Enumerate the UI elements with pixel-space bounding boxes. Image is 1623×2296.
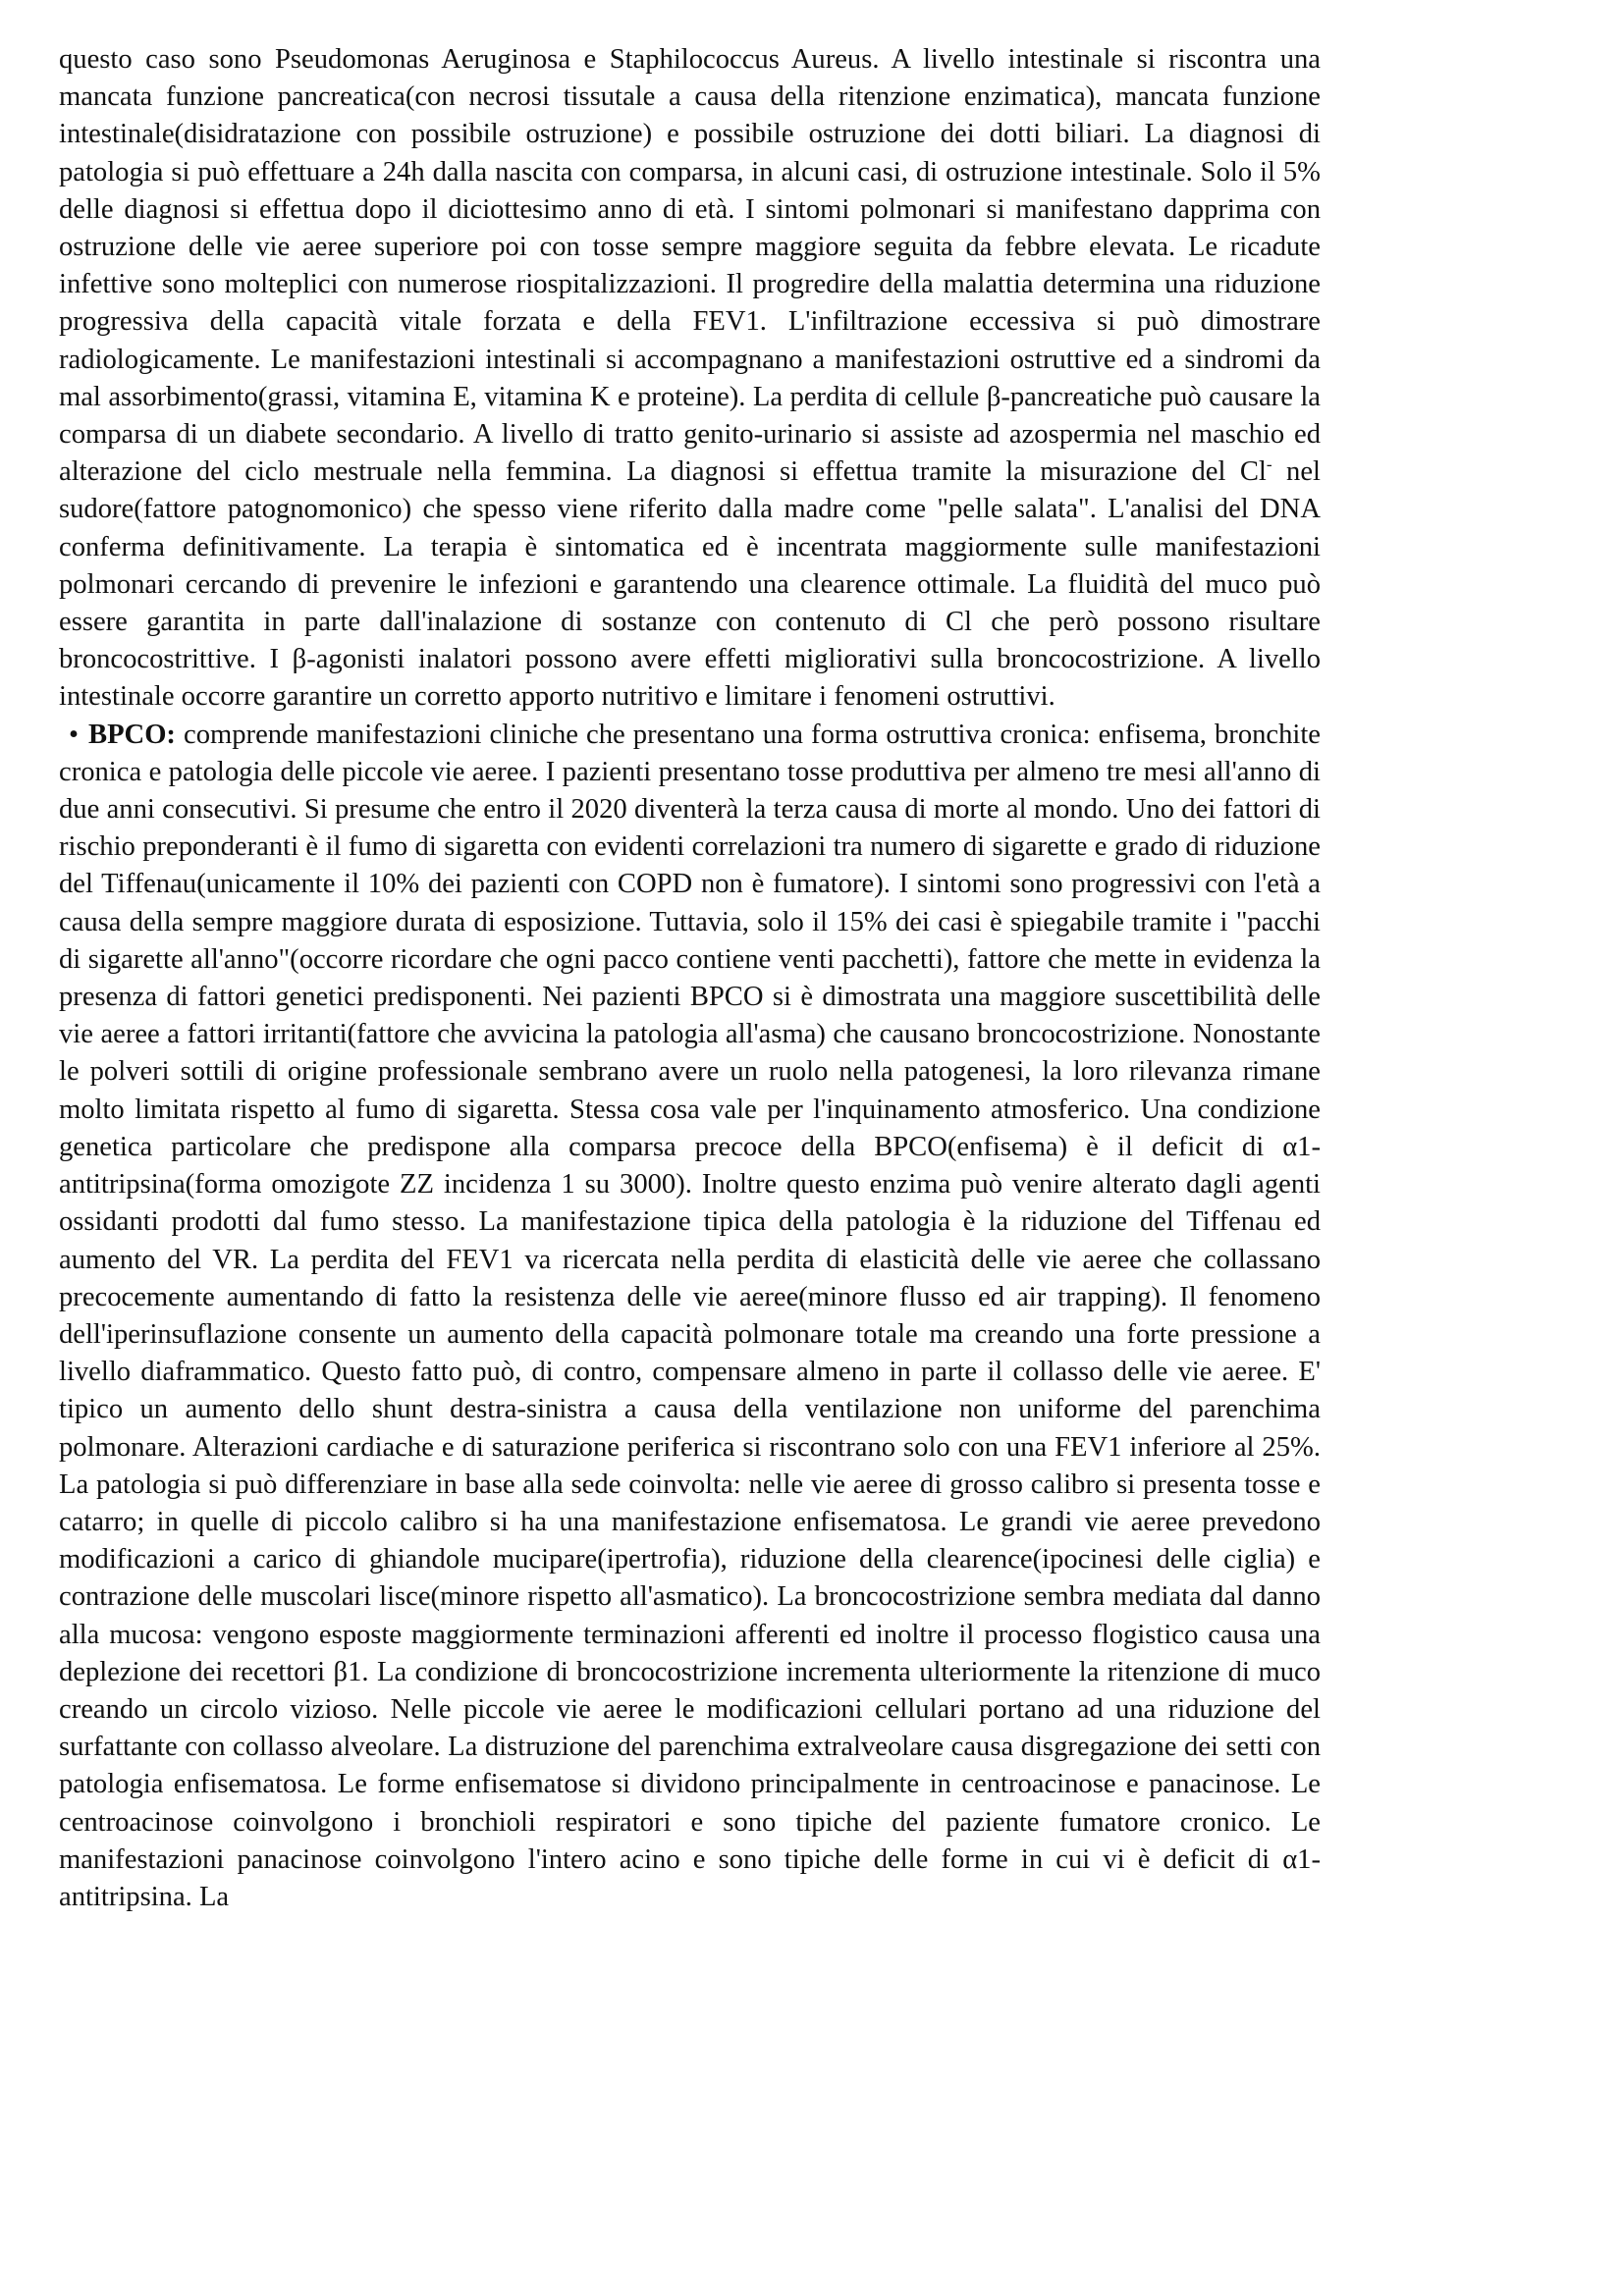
document-page [59,41,1321,1916]
paragraph-cystic-fibrosis [59,41,1321,717]
bullet-item-bpco [59,717,1321,1917]
bpco-text: comprende manifestazioni cliniche che presentano una forma ostruttiva cronica: enfisema, bronchite cronica e patologia delle piccole vie aeree. I pazienti presentano tosse produttiva per almeno tre mesi all'anno di due anni consecutivi. Si presume che entro il 2020 diventerà la terza causa di morte al mondo. Uno dei fattori di rischio preponderanti è il fumo di sigaretta con evidenti correlazioni tra numero di sigarette e grado di riduzione del Tiffenau(unicamente il 10% dei pazienti con COPD non è fumatore). I sintomi sono progressivi con l'età a causa della sempre maggiore durata di esposizione. Tuttavia, solo il 15% dei casi è spiegabile tramite i "pacchi di sigarette all'anno"(occorre ricordare che ogni pacco contiene venti pacchetti), fattore che mette in evidenza la presenza di fattori genetici predisponenti. Nei pazienti BPCO si è dimostrata una maggiore suscettibilità delle vie aeree a fattori irritanti(fattore che avvicina la patologia all'asma) che causano broncocostrizione. Nonostante le polveri sottili di origine professionale sembrano avere un ruolo nella patogenesi, la loro rilevanza rimane molto limitata rispetto al fumo di sigaretta. Stessa cosa vale per l'inquinamento atmosferico. Una condizione genetica particolare che predispone alla comparsa precoce della BPCO(enfisema) è il deficit di α1-antitripsina(forma omozigote ZZ incidenza 1 su 3000). Inoltre questo enzima può venire alterato dagli agenti ossidanti prodotti dal fumo stesso. La manifestazione tipica della patologia è la riduzione del Tiffenau ed aumento del VR. La perdita del FEV1 va ricercata nella perdita di elasticità delle vie aeree che collassano precocemente aumentando di fatto la resistenza delle vie aeree(minore flusso ed air trapping). Il fenomeno dell'iperinsuflazione consente un aumento della capacità polmonare totale ma creando una forte pressione a livello diaframmatico. Questo fatto può, di contro, compensare almeno in parte il collasso delle vie aeree. E' tipico un aumento dello shunt destra-sinistra a causa della ventilazione non uniforme del parenchima polmonare. Alterazioni cardiache e di saturazione periferica si riscontrano solo con una FEV1 inferiore al 25%. La patologia si può differenziare in base alla sede coinvolta: nelle vie aeree di grosso calibro si presenta tosse e catarro; in quelle di piccolo calibro si ha una manifestazione enfisematosa. Le grandi vie aeree prevedono modificazioni a carico di ghiandole mucipare(ipertrofia), riduzione della clearence(ipocinesi delle ciglia) e contrazione delle muscolari lisce(minore rispetto all'asmatico). La broncocostrizione sembra mediata dal danno alla mucosa: vengono esposte maggiormente terminazioni afferenti ed inoltre il processo flogistico causa una deplezione dei recettori β1. La condizione di broncocostrizione incrementa ulteriormente la ritenzione di muco creando un circolo vizioso. Nelle piccole vie aeree le modificazioni cellulari portano ad una riduzione del surfattante con collasso alveolare. La distruzione del parenchima extralveolare causa disgregazione dei setti con patologia enfisematosa. Le forme enfisematose si dividono principalmente in centroacinose e panacinose. Le centroacinose coinvolgono i bronchioli respiratori e sono tipiche del paziente fumatore cronico. Le manifestazioni panacinose coinvolgono l'intero acino e sono tipiche delle forme in cui vi è deficit di α1-antitripsina. La [59,719,1321,1912]
bullet-icon: • [68,719,79,750]
bpco-term: BPCO: [88,719,176,750]
paragraph-text-b: nel sudore(fattore patognomonico) che spesso viene riferito dalla madre come "pelle salata". L'analisi del DNA conferma definitivamente. La terapia è sintomatica ed è incentrata maggiormente sulle manifestazioni polmonari cercando di prevenire le infezioni e garantendo una clearence ottimale. La fluidità del muco può essere garantita in parte dall'inalazione di sostanze con contenuto di Cl che però possono risultare broncocostrittive. I β-agonisti inalatori possono avere effetti migliorativi sulla broncocostrizione. A livello intestinale occorre garantire un corretto apporto nutritivo e limitare i fenomeni ostruttivi. [59,456,1321,713]
chloride-superscript: - [1266,454,1272,474]
paragraph-text-a: questo caso sono Pseudomonas Aeruginosa e Staphilococcus Aureus. A livello intestinale si riscontra una mancata funzione pancreatica(con necrosi tissutale a causa della ritenzione enzimatica), mancata funzione intestinale(disidratazione con possibile ostruzione) e possibile ostruzione dei dotti biliari. La diagnosi di patologia si può effettuare a 24h dalla nascita con comparsa, in alcuni casi, di ostruzione intestinale. Solo il 5% delle diagnosi si effettua dopo il diciottesimo anno di età. I sintomi polmonari si manifestano dapprima con ostruzione delle vie aeree superiore poi con tosse sempre maggiore seguita da febbre elevata. Le ricadute infettive sono molteplici con numerose riospitalizzazioni. Il progredire della malattia determina una riduzione progressiva della capacità vitale forzata e della FEV1. L'infiltrazione eccessiva si può dimostrare radiologicamente. Le manifestazioni intestinali si accompagnano a manifestazioni ostruttive ed a sindromi da mal assorbimento(grassi, vitamina E, vitamina K e proteine). La perdita di cellule β-pancreatiche può causare la comparsa di un diabete secondario. A livello di tratto genito-urinario si assiste ad azospermia nel maschio ed alterazione del ciclo mestruale nella femmina. La diagnosi si effettua tramite la misurazione del Cl [59,44,1321,488]
